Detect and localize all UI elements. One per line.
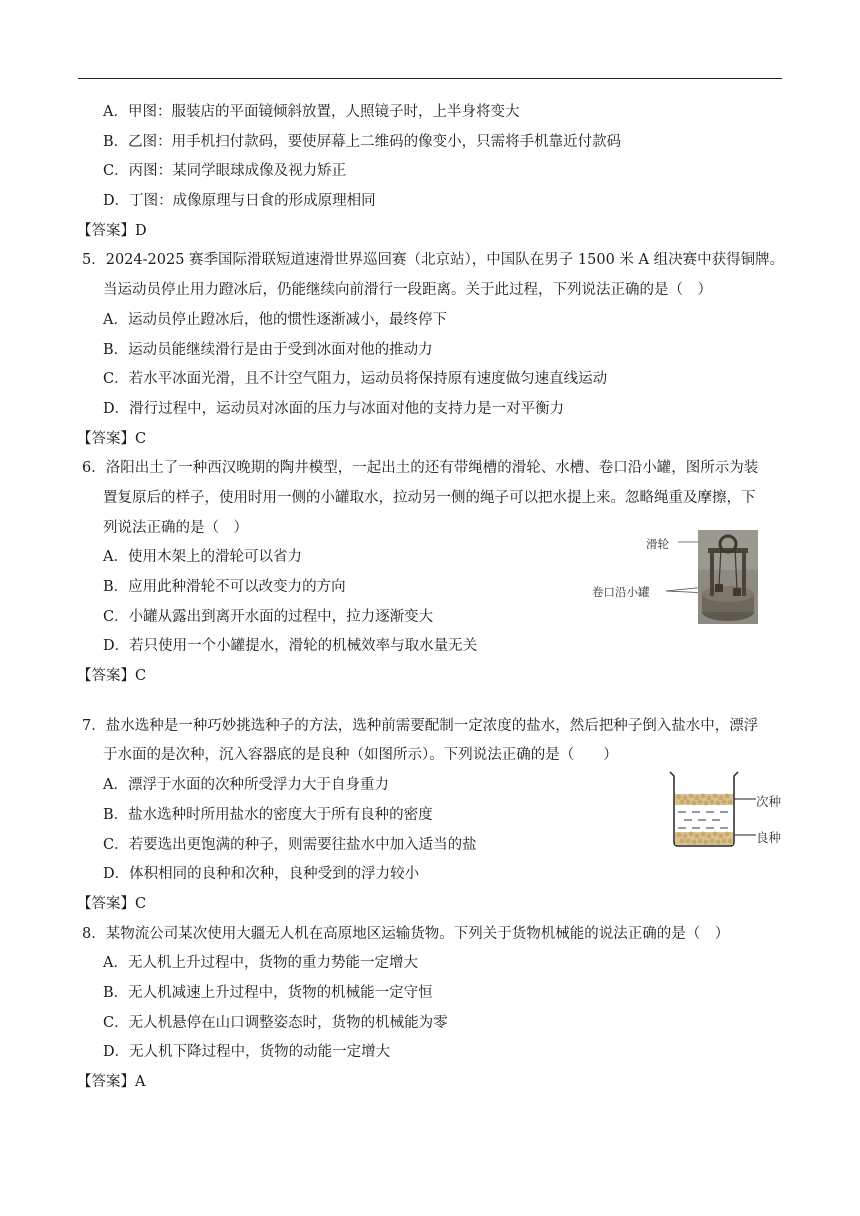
- q6-well-figure: [588, 528, 763, 628]
- q5-stem-line-2: 当运动员停止用力蹬冰后，仍能继续向前滑行一段距离。关于此过程，下列说法正确的是（ ）: [103, 282, 712, 299]
- q8-option-d: D．无人机下降过程中，货物的动能一定增大: [103, 1044, 391, 1061]
- q8-option-c: C．无人机悬停在山口调整姿态时，货物的机械能为零: [103, 1014, 448, 1031]
- q5-stem-line-1: 5．2024-2025 赛季国际滑联短道速滑世界巡回赛（北京站），中国队在男子 1500 米 A 组决赛中获得铜牌。: [82, 252, 785, 269]
- q5-option-d: D．滑行过程中，运动员对冰面的压力与冰面对他的支持力是一对平衡力: [103, 400, 565, 417]
- well-photo-icon: [588, 528, 763, 628]
- q6-stem-line-3: 列说法正确的是（ ）: [103, 519, 248, 536]
- q8-stem: 8．某物流公司某次使用大疆无人机在高原地区运输货物。下列关于货物机械能的说法正确的是（ ）: [82, 925, 730, 942]
- q4-option-d: D．丁图：成像原理与日食的形成原理相同: [103, 193, 376, 210]
- q6-option-a: A．使用木架上的滑轮可以省力: [103, 549, 302, 566]
- q4-option-a: A．甲图：服装店的平面镜倾斜放置，人照镜子时，上半身将变大: [103, 104, 520, 120]
- q7-option-b: B．盐水选种时所用盐水的密度大于所有良种的密度: [103, 806, 433, 823]
- inferior-seed-label: 次种: [756, 794, 782, 809]
- q6-option-b: B．应用此种滑轮不可以改变力的方向: [103, 579, 346, 595]
- q5-option-a: A．运动员停止蹬冰后，他的惯性逐渐减小，最终停下: [103, 311, 447, 328]
- q7-option-d: D．体积相同的良种和次种，良种受到的浮力较小: [103, 866, 420, 883]
- q7-stem-line-1: 7．盐水选种是一种巧妙挑选种子的方法，选种前需要配制一定浓度的盐水，然后把种子倒入盐水中，漂浮: [82, 717, 759, 734]
- jar-label: 卷口沿小罐: [592, 585, 650, 599]
- q7-option-a: A．漂浮于水面的次种所受浮力大于自身重力: [103, 777, 389, 794]
- q8-option-a: A．无人机上升过程中，货物的重力势能一定增大: [103, 955, 418, 972]
- q7-beaker-figure: [664, 768, 784, 848]
- q6-stem-line-2: 置复原后的样子，使用时用一侧的小罐取水，拉动另一侧的绳子可以把水提上来。忽略绳重及摩擦，下: [103, 489, 756, 506]
- q6-option-d: D．若只使用一个小罐提水，滑轮的机械效率与取水量无关: [103, 638, 478, 655]
- q6-option-c: C．小罐从露出到离开水面的过程中，拉力逐渐变大: [103, 608, 434, 625]
- q4-option-b: B．乙图：用手机扫付款码，要使屏幕上二维码的像变小，只需将手机靠近付款码: [103, 133, 622, 150]
- q6-answer: 【答案】C: [77, 668, 147, 685]
- q8-option-b: B．无人机减速上升过程中，货物的机械能一定守恒: [103, 984, 433, 1001]
- q7-answer: 【答案】C: [77, 895, 147, 912]
- q6-stem-line-1: 6．洛阳出土了一种西汉晚期的陶井模型，一起出土的还有带绳槽的滑轮、水槽、卷口沿小罐，图所示为装: [82, 460, 759, 477]
- q7-option-c: C．若要选出更饱满的种子，则需要往盐水中加入适当的盐: [103, 836, 477, 853]
- q5-answer: 【答案】C: [77, 430, 147, 447]
- q7-stem-line-2: 于水面的是次种，沉入容器底的是良种（如图所示）。下列说法正确的是（ ）: [103, 747, 618, 764]
- q5-option-c: C．若水平冰面光滑，且不计空气阻力，运动员将保持原有速度做匀速直线运动: [103, 371, 608, 388]
- q4-answer: 【答案】D: [77, 222, 147, 239]
- q5-option-b: B．运动员能继续滑行是由于受到冰面对他的推动力: [103, 341, 433, 358]
- q8-answer: 【答案】A: [77, 1074, 146, 1090]
- good-seed-label: 良种: [756, 830, 782, 845]
- header-rule: [78, 78, 782, 79]
- q4-option-c: C．丙图：某同学眼球成像及视力矫正: [103, 163, 347, 180]
- pulley-label: 滑轮: [646, 537, 669, 551]
